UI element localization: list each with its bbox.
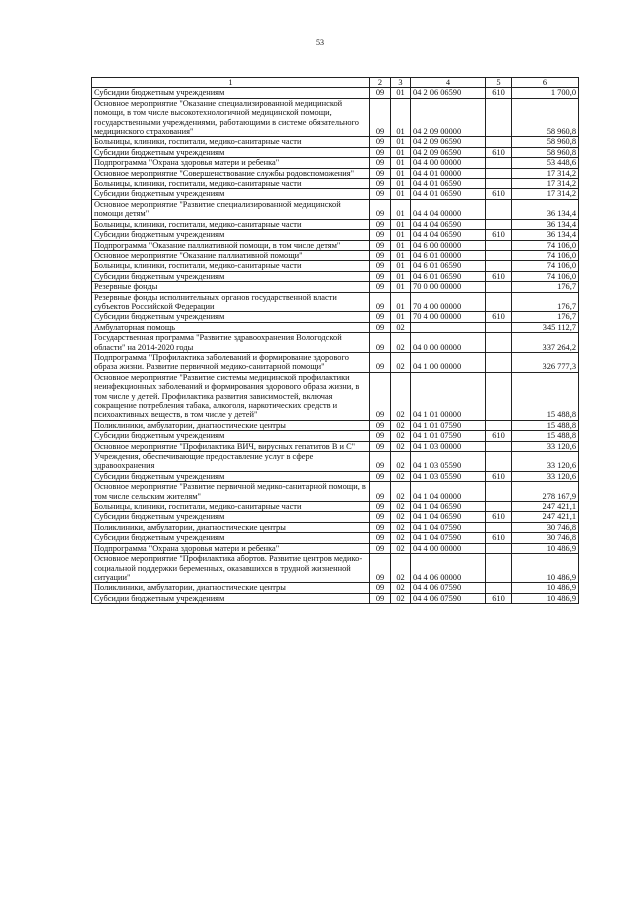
- table-row: [92, 168, 579, 178]
- row-expense-type-cell: 610: [486, 230, 512, 240]
- row-subsection-cell: 01: [391, 282, 411, 292]
- row-section-cell: 09: [370, 312, 391, 322]
- row-section-cell: 09: [370, 219, 391, 229]
- row-amount-cell: 36 134,4: [512, 199, 579, 219]
- row-subsection-cell: 01: [391, 189, 411, 199]
- table-row: [92, 593, 579, 603]
- table-row: [92, 137, 579, 147]
- header-col-5: 5: [486, 78, 512, 88]
- row-expense-type-cell: 610: [486, 147, 512, 157]
- row-expense-type-cell: [486, 554, 512, 583]
- row-expense-type-cell: [486, 441, 512, 451]
- row-target-code-cell: 04 1 00 00000: [411, 352, 486, 372]
- row-expense-type-cell: [486, 482, 512, 502]
- row-amount-cell: 33 120,6: [512, 452, 579, 472]
- row-amount-cell: 10 486,9: [512, 593, 579, 603]
- row-name-cell: Субсидии бюджетным учреждениям: [92, 147, 370, 157]
- row-amount-cell: 176,7: [512, 292, 579, 312]
- row-subsection-cell: 01: [391, 261, 411, 271]
- row-amount-cell: 337 264,2: [512, 333, 579, 353]
- table-row: [92, 282, 579, 292]
- row-subsection-cell: 02: [391, 522, 411, 532]
- row-name-cell: Субсидии бюджетным учреждениям: [92, 189, 370, 199]
- table-row: [92, 512, 579, 522]
- row-subsection-cell: 02: [391, 441, 411, 451]
- row-subsection-cell: 02: [391, 583, 411, 593]
- row-subsection-cell: 01: [391, 240, 411, 250]
- row-amount-cell: 58 960,8: [512, 98, 579, 137]
- row-target-code-cell: 04 1 03 05590: [411, 452, 486, 472]
- row-target-code-cell: 70 4 00 00000: [411, 312, 486, 322]
- row-subsection-cell: 02: [391, 420, 411, 430]
- row-target-code-cell: 04 1 03 00000: [411, 441, 486, 451]
- row-amount-cell: 30 746,8: [512, 522, 579, 532]
- row-expense-type-cell: 610: [486, 593, 512, 603]
- row-subsection-cell: 01: [391, 312, 411, 322]
- row-section-cell: 09: [370, 292, 391, 312]
- table-row: [92, 431, 579, 441]
- row-subsection-cell: 02: [391, 372, 411, 420]
- row-amount-cell: 36 134,4: [512, 230, 579, 240]
- row-name-cell: Государственная программа "Развитие здравоохранения Вологодской области" на 2014-2020 годы: [92, 333, 370, 353]
- row-section-cell: 09: [370, 593, 391, 603]
- row-target-code-cell: 04 1 04 07590: [411, 522, 486, 532]
- row-expense-type-cell: [486, 352, 512, 372]
- row-target-code-cell: 04 1 01 07590: [411, 431, 486, 441]
- row-expense-type-cell: 610: [486, 431, 512, 441]
- header-col-2: 2: [370, 78, 391, 88]
- row-section-cell: 09: [370, 250, 391, 260]
- row-expense-type-cell: 610: [486, 88, 512, 98]
- row-section-cell: 09: [370, 471, 391, 481]
- row-name-cell: Основное мероприятие "Развитие специализированной медицинской помощи детям": [92, 199, 370, 219]
- row-expense-type-cell: [486, 543, 512, 553]
- row-section-cell: 09: [370, 271, 391, 281]
- table-row: [92, 189, 579, 199]
- row-subsection-cell: 02: [391, 502, 411, 512]
- row-target-code-cell: 04 4 04 06590: [411, 219, 486, 229]
- row-expense-type-cell: [486, 168, 512, 178]
- row-expense-type-cell: [486, 292, 512, 312]
- table-row: [92, 543, 579, 553]
- row-subsection-cell: 01: [391, 168, 411, 178]
- row-name-cell: Поликлиники, амбулатории, диагностические центры: [92, 522, 370, 532]
- row-name-cell: Основное мероприятие "Профилактика абортов. Развитие центров медико-социальной поддержки беременных, оказавшихся в трудной жизненной ситуации": [92, 554, 370, 583]
- row-expense-type-cell: [486, 179, 512, 189]
- table-row: [92, 471, 579, 481]
- row-target-code-cell: 04 6 00 00000: [411, 240, 486, 250]
- row-name-cell: Основное мероприятие "Развитие первичной медико-санитарной помощи, в том числе сельским жителям": [92, 482, 370, 502]
- row-amount-cell: 247 421,1: [512, 502, 579, 512]
- table-row: [92, 420, 579, 430]
- row-expense-type-cell: [486, 502, 512, 512]
- row-section-cell: 09: [370, 168, 391, 178]
- row-target-code-cell: 04 1 01 00000: [411, 372, 486, 420]
- row-target-code-cell: 04 6 01 06590: [411, 271, 486, 281]
- row-section-cell: 09: [370, 230, 391, 240]
- row-subsection-cell: 01: [391, 179, 411, 189]
- row-amount-cell: 10 486,9: [512, 583, 579, 593]
- row-amount-cell: 326 777,3: [512, 352, 579, 372]
- row-amount-cell: 33 120,6: [512, 441, 579, 451]
- table-row: [92, 219, 579, 229]
- row-amount-cell: 15 488,8: [512, 431, 579, 441]
- row-target-code-cell: 70 0 00 00000: [411, 282, 486, 292]
- table-row: [92, 554, 579, 583]
- row-subsection-cell: 02: [391, 322, 411, 332]
- row-section-cell: 09: [370, 199, 391, 219]
- row-expense-type-cell: 610: [486, 271, 512, 281]
- header-col-1: 1: [92, 78, 370, 88]
- row-name-cell: Подпрограмма "Охрана здоровья матери и ребенка": [92, 158, 370, 168]
- row-subsection-cell: 01: [391, 250, 411, 260]
- row-name-cell: Основное мероприятие "Оказание специализированной медицинской помощи, в том числе высокотехнологичной медицинской помощи, государственными учреждениями, работающими в системе обязательного медицинского страхования": [92, 98, 370, 137]
- row-amount-cell: 53 448,6: [512, 158, 579, 168]
- table-row: [92, 199, 579, 219]
- row-expense-type-cell: [486, 372, 512, 420]
- row-target-code-cell: 04 1 04 07590: [411, 533, 486, 543]
- table-row: [92, 88, 579, 98]
- row-target-code-cell: 04 4 00 00000: [411, 543, 486, 553]
- table-row: [92, 147, 579, 157]
- row-amount-cell: 58 960,8: [512, 147, 579, 157]
- row-subsection-cell: 01: [391, 271, 411, 281]
- row-section-cell: 09: [370, 261, 391, 271]
- row-section-cell: 09: [370, 137, 391, 147]
- row-amount-cell: 345 112,7: [512, 322, 579, 332]
- row-amount-cell: 247 421,1: [512, 512, 579, 522]
- table-row: [92, 261, 579, 271]
- row-target-code-cell: 04 1 03 05590: [411, 471, 486, 481]
- row-expense-type-cell: [486, 199, 512, 219]
- table-row: [92, 441, 579, 451]
- row-section-cell: 09: [370, 189, 391, 199]
- row-amount-cell: 74 106,0: [512, 271, 579, 281]
- row-target-code-cell: [411, 322, 486, 332]
- row-target-code-cell: 04 2 06 06590: [411, 88, 486, 98]
- row-target-code-cell: 04 0 00 00000: [411, 333, 486, 353]
- row-section-cell: 09: [370, 240, 391, 250]
- row-amount-cell: 17 314,2: [512, 189, 579, 199]
- row-name-cell: Основное мероприятие "Оказание паллиативной помощи": [92, 250, 370, 260]
- row-target-code-cell: 04 4 04 00000: [411, 199, 486, 219]
- table-row: [92, 312, 579, 322]
- row-name-cell: Больницы, клиники, госпитали, медико-санитарные части: [92, 137, 370, 147]
- row-expense-type-cell: [486, 522, 512, 532]
- row-expense-type-cell: 610: [486, 533, 512, 543]
- budget-table: [91, 77, 579, 604]
- row-section-cell: 09: [370, 147, 391, 157]
- table-row: [92, 533, 579, 543]
- row-section-cell: 09: [370, 158, 391, 168]
- row-target-code-cell: 04 6 01 00000: [411, 250, 486, 260]
- table-row: [92, 271, 579, 281]
- row-section-cell: 09: [370, 88, 391, 98]
- table-row: [92, 322, 579, 332]
- row-amount-cell: 36 134,4: [512, 219, 579, 229]
- row-target-code-cell: 04 4 06 07590: [411, 583, 486, 593]
- row-expense-type-cell: 610: [486, 471, 512, 481]
- row-name-cell: Больницы, клиники, госпитали, медико-санитарные части: [92, 261, 370, 271]
- table-row: [92, 372, 579, 420]
- row-section-cell: 09: [370, 522, 391, 532]
- header-col-6: 6: [512, 78, 579, 88]
- row-expense-type-cell: [486, 333, 512, 353]
- row-name-cell: Поликлиники, амбулатории, диагностические центры: [92, 583, 370, 593]
- header-col-3: 3: [391, 78, 411, 88]
- row-subsection-cell: 01: [391, 292, 411, 312]
- row-amount-cell: 15 488,8: [512, 420, 579, 430]
- row-amount-cell: 74 106,0: [512, 261, 579, 271]
- row-subsection-cell: 02: [391, 512, 411, 522]
- row-amount-cell: 30 746,8: [512, 533, 579, 543]
- row-target-code-cell: 04 1 04 06590: [411, 502, 486, 512]
- row-expense-type-cell: [486, 452, 512, 472]
- row-subsection-cell: 02: [391, 554, 411, 583]
- row-subsection-cell: 01: [391, 147, 411, 157]
- row-section-cell: 09: [370, 502, 391, 512]
- row-name-cell: Амбулаторная помощь: [92, 322, 370, 332]
- row-name-cell: Субсидии бюджетным учреждениям: [92, 88, 370, 98]
- row-target-code-cell: 04 4 00 00000: [411, 158, 486, 168]
- row-name-cell: Субсидии бюджетным учреждениям: [92, 533, 370, 543]
- row-section-cell: 09: [370, 420, 391, 430]
- row-subsection-cell: 01: [391, 98, 411, 137]
- row-amount-cell: 15 488,8: [512, 372, 579, 420]
- row-name-cell: Субсидии бюджетным учреждениям: [92, 271, 370, 281]
- table-row: [92, 522, 579, 532]
- row-subsection-cell: 02: [391, 593, 411, 603]
- row-subsection-cell: 01: [391, 219, 411, 229]
- table-row: [92, 230, 579, 240]
- row-section-cell: 09: [370, 322, 391, 332]
- row-section-cell: 09: [370, 533, 391, 543]
- row-amount-cell: 17 314,2: [512, 168, 579, 178]
- row-name-cell: Учреждения, обеспечивающие предоставление услуг в сфере здравоохранения: [92, 452, 370, 472]
- row-subsection-cell: 02: [391, 543, 411, 553]
- row-section-cell: 09: [370, 441, 391, 451]
- row-subsection-cell: 01: [391, 158, 411, 168]
- table-row: [92, 482, 579, 502]
- row-name-cell: Субсидии бюджетным учреждениям: [92, 431, 370, 441]
- row-name-cell: Больницы, клиники, госпитали, медико-санитарные части: [92, 502, 370, 512]
- row-target-code-cell: 04 2 09 06590: [411, 147, 486, 157]
- row-amount-cell: 10 486,9: [512, 554, 579, 583]
- row-subsection-cell: 02: [391, 471, 411, 481]
- row-expense-type-cell: 610: [486, 312, 512, 322]
- row-section-cell: 09: [370, 179, 391, 189]
- row-target-code-cell: 04 2 09 06590: [411, 137, 486, 147]
- row-amount-cell: 176,7: [512, 312, 579, 322]
- row-section-cell: 09: [370, 543, 391, 553]
- row-subsection-cell: 02: [391, 533, 411, 543]
- row-name-cell: Субсидии бюджетным учреждениям: [92, 230, 370, 240]
- row-amount-cell: 278 167,9: [512, 482, 579, 502]
- row-amount-cell: 33 120,6: [512, 471, 579, 481]
- row-subsection-cell: 02: [391, 452, 411, 472]
- table-row: [92, 240, 579, 250]
- row-section-cell: 09: [370, 372, 391, 420]
- row-expense-type-cell: [486, 219, 512, 229]
- row-amount-cell: 74 106,0: [512, 250, 579, 260]
- row-amount-cell: 1 700,0: [512, 88, 579, 98]
- row-subsection-cell: 02: [391, 352, 411, 372]
- table-row: [92, 333, 579, 353]
- table-row: [92, 452, 579, 472]
- row-target-code-cell: 70 4 00 00000: [411, 292, 486, 312]
- row-amount-cell: 10 486,9: [512, 543, 579, 553]
- row-subsection-cell: 02: [391, 431, 411, 441]
- row-name-cell: Субсидии бюджетным учреждениям: [92, 512, 370, 522]
- row-subsection-cell: 01: [391, 137, 411, 147]
- row-target-code-cell: 04 4 01 00000: [411, 168, 486, 178]
- row-expense-type-cell: [486, 158, 512, 168]
- row-target-code-cell: 04 1 04 00000: [411, 482, 486, 502]
- row-target-code-cell: 04 6 01 06590: [411, 261, 486, 271]
- row-section-cell: 09: [370, 431, 391, 441]
- row-name-cell: Субсидии бюджетным учреждениям: [92, 312, 370, 322]
- row-section-cell: 09: [370, 512, 391, 522]
- row-section-cell: 09: [370, 282, 391, 292]
- row-section-cell: 09: [370, 452, 391, 472]
- row-name-cell: Больницы, клиники, госпитали, медико-санитарные части: [92, 179, 370, 189]
- row-name-cell: Подпрограмма "Охрана здоровья матери и ребенка": [92, 543, 370, 553]
- row-expense-type-cell: [486, 250, 512, 260]
- row-amount-cell: 17 314,2: [512, 179, 579, 189]
- row-amount-cell: 58 960,8: [512, 137, 579, 147]
- row-expense-type-cell: [486, 583, 512, 593]
- row-target-code-cell: 04 1 01 07590: [411, 420, 486, 430]
- row-name-cell: Резервные фонды исполнительных органов государственной власти субъектов Российской Федерации: [92, 292, 370, 312]
- row-amount-cell: 176,7: [512, 282, 579, 292]
- row-expense-type-cell: [486, 240, 512, 250]
- row-section-cell: 09: [370, 482, 391, 502]
- row-subsection-cell: 02: [391, 482, 411, 502]
- row-subsection-cell: 01: [391, 199, 411, 219]
- table-row: [92, 250, 579, 260]
- table-row: [92, 352, 579, 372]
- table-row: [92, 158, 579, 168]
- row-name-cell: Субсидии бюджетным учреждениям: [92, 593, 370, 603]
- page-number: 53: [316, 38, 324, 47]
- row-expense-type-cell: [486, 420, 512, 430]
- row-section-cell: 09: [370, 554, 391, 583]
- row-expense-type-cell: [486, 137, 512, 147]
- row-section-cell: 09: [370, 583, 391, 593]
- row-name-cell: Субсидии бюджетным учреждениям: [92, 471, 370, 481]
- row-section-cell: 09: [370, 98, 391, 137]
- row-name-cell: Резервные фонды: [92, 282, 370, 292]
- row-amount-cell: 74 106,0: [512, 240, 579, 250]
- row-name-cell: Больницы, клиники, госпитали, медико-санитарные части: [92, 219, 370, 229]
- row-name-cell: Подпрограмма "Оказание паллиативной помощи, в том числе детям": [92, 240, 370, 250]
- table-row: [92, 292, 579, 312]
- row-subsection-cell: 01: [391, 88, 411, 98]
- row-name-cell: Основное мероприятие "Профилактика ВИЧ, вирусных гепатитов В и С": [92, 441, 370, 451]
- table-header-row: [92, 78, 579, 88]
- row-section-cell: 09: [370, 333, 391, 353]
- row-subsection-cell: 02: [391, 333, 411, 353]
- row-expense-type-cell: 610: [486, 189, 512, 199]
- table-row: [92, 583, 579, 593]
- row-name-cell: Основное мероприятие "Совершенствование службы родовспоможения": [92, 168, 370, 178]
- row-subsection-cell: 01: [391, 230, 411, 240]
- row-expense-type-cell: [486, 322, 512, 332]
- row-target-code-cell: 04 2 09 00000: [411, 98, 486, 137]
- header-col-4: 4: [411, 78, 486, 88]
- row-section-cell: 09: [370, 352, 391, 372]
- row-name-cell: Подпрограмма "Профилактика заболеваний и формирование здорового образа жизни. Развитие первичной медико-санитарной помощи": [92, 352, 370, 372]
- row-target-code-cell: 04 4 04 06590: [411, 230, 486, 240]
- row-expense-type-cell: [486, 282, 512, 292]
- table-row: [92, 502, 579, 512]
- table-row: [92, 179, 579, 189]
- row-target-code-cell: 04 4 01 06590: [411, 189, 486, 199]
- table-row: [92, 98, 579, 137]
- row-expense-type-cell: [486, 261, 512, 271]
- row-target-code-cell: 04 4 01 06590: [411, 179, 486, 189]
- row-target-code-cell: 04 4 06 07590: [411, 593, 486, 603]
- row-target-code-cell: 04 1 04 06590: [411, 512, 486, 522]
- row-expense-type-cell: 610: [486, 512, 512, 522]
- row-expense-type-cell: [486, 98, 512, 137]
- row-target-code-cell: 04 4 06 00000: [411, 554, 486, 583]
- row-name-cell: Поликлиники, амбулатории, диагностические центры: [92, 420, 370, 430]
- row-name-cell: Основное мероприятие "Развитие системы медицинской профилактики неинфекционных заболеваний и формирования здорового образа жизни, в том числе у детей. Профилактика развития зависимостей, включая сокращение потребления табака, алкоголя, наркотических средств и психоактивных веществ, в том числе у детей": [92, 372, 370, 420]
